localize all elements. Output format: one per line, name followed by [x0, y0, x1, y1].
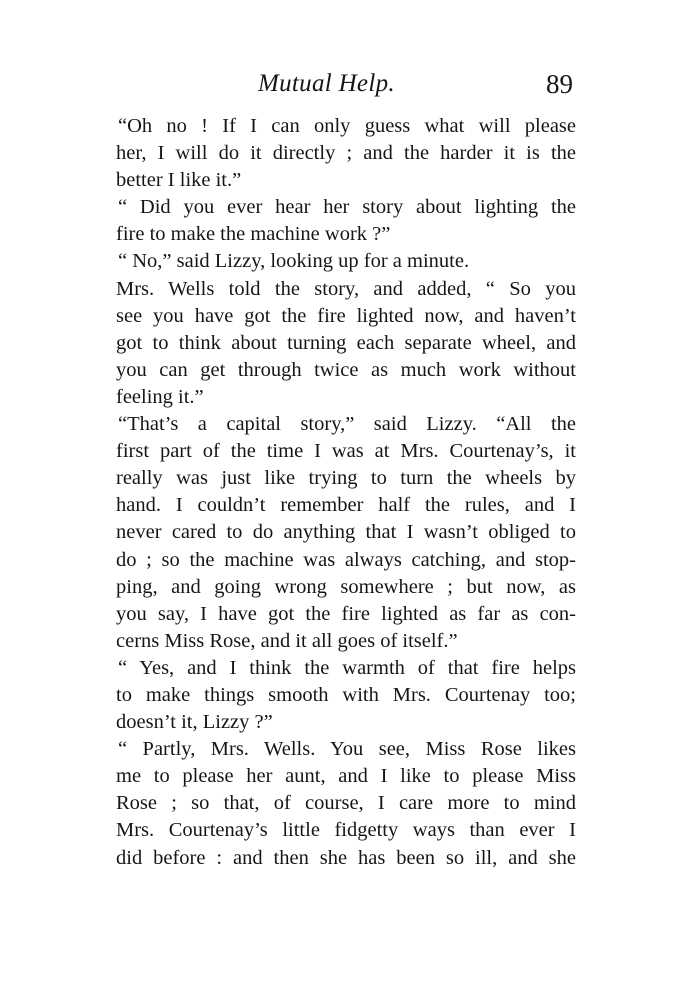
text-line: me to please her aunt, and I like to please Miss: [116, 765, 576, 788]
text-line: Rose ; so that, of course, I care more to mind: [116, 792, 576, 815]
text-line: do ; so the machine was always catching, and stop-: [116, 548, 576, 571]
text-line: “ No,” said Lizzy, looking up for a minute.: [118, 250, 470, 273]
text-line: “That’s a capital story,” said Lizzy. “All the: [118, 413, 576, 436]
text-line: fire to make the machine work ?”: [116, 223, 391, 246]
text-line: doesn’t it, Lizzy ?”: [116, 711, 273, 734]
text-line: “Oh no ! If I can only guess what will please: [118, 115, 576, 137]
text-line: never cared to do anything that I wasn’t obliged to: [116, 521, 576, 544]
text-line: see you have got the fire lighted now, and haven’t: [116, 304, 576, 327]
text-line: “ Did you ever hear her story about lighting the: [118, 196, 576, 219]
page-number: 89: [546, 69, 573, 99]
text-line: feeling it.”: [116, 385, 204, 408]
running-head: [0, 70, 688, 104]
running-title: Mutual Help.: [258, 70, 395, 97]
text-line: got to think about turning each separate wheel, and: [116, 331, 576, 354]
text-line: really was just like trying to turn the wheels by: [116, 467, 576, 490]
text-line: “ Yes, and I think the warmth of that fire helps: [118, 656, 576, 679]
text-line: did before : and then she has been so ill, and she: [116, 846, 576, 869]
text-line: you say, I have got the fire lighted as far as con-: [116, 602, 576, 625]
text-line: first part of the time I was at Mrs. Courtenay’s, it: [116, 440, 576, 463]
text-line: “ Partly, Mrs. Wells. You see, Miss Rose likes: [118, 738, 576, 761]
text-line: to make things smooth with Mrs. Courtenay too;: [116, 683, 576, 706]
body-text: [116, 113, 576, 872]
text-line: her, I will do it directly ; and the harder it is the: [116, 142, 576, 165]
text-line: better I like it.”: [116, 169, 242, 192]
text-line: cerns Miss Rose, and it all goes of itself.”: [116, 629, 458, 652]
text-line: Mrs. Wells told the story, and added, “ So you: [116, 277, 576, 300]
text-line: ping, and going wrong somewhere ; but now, as: [116, 575, 576, 598]
text-line: you can get through twice as much work without: [116, 358, 576, 381]
text-line: hand. I couldn’t remember half the rules, and I: [116, 494, 576, 517]
text-line: Mrs. Courtenay’s little fidgetty ways than ever I: [116, 819, 576, 842]
